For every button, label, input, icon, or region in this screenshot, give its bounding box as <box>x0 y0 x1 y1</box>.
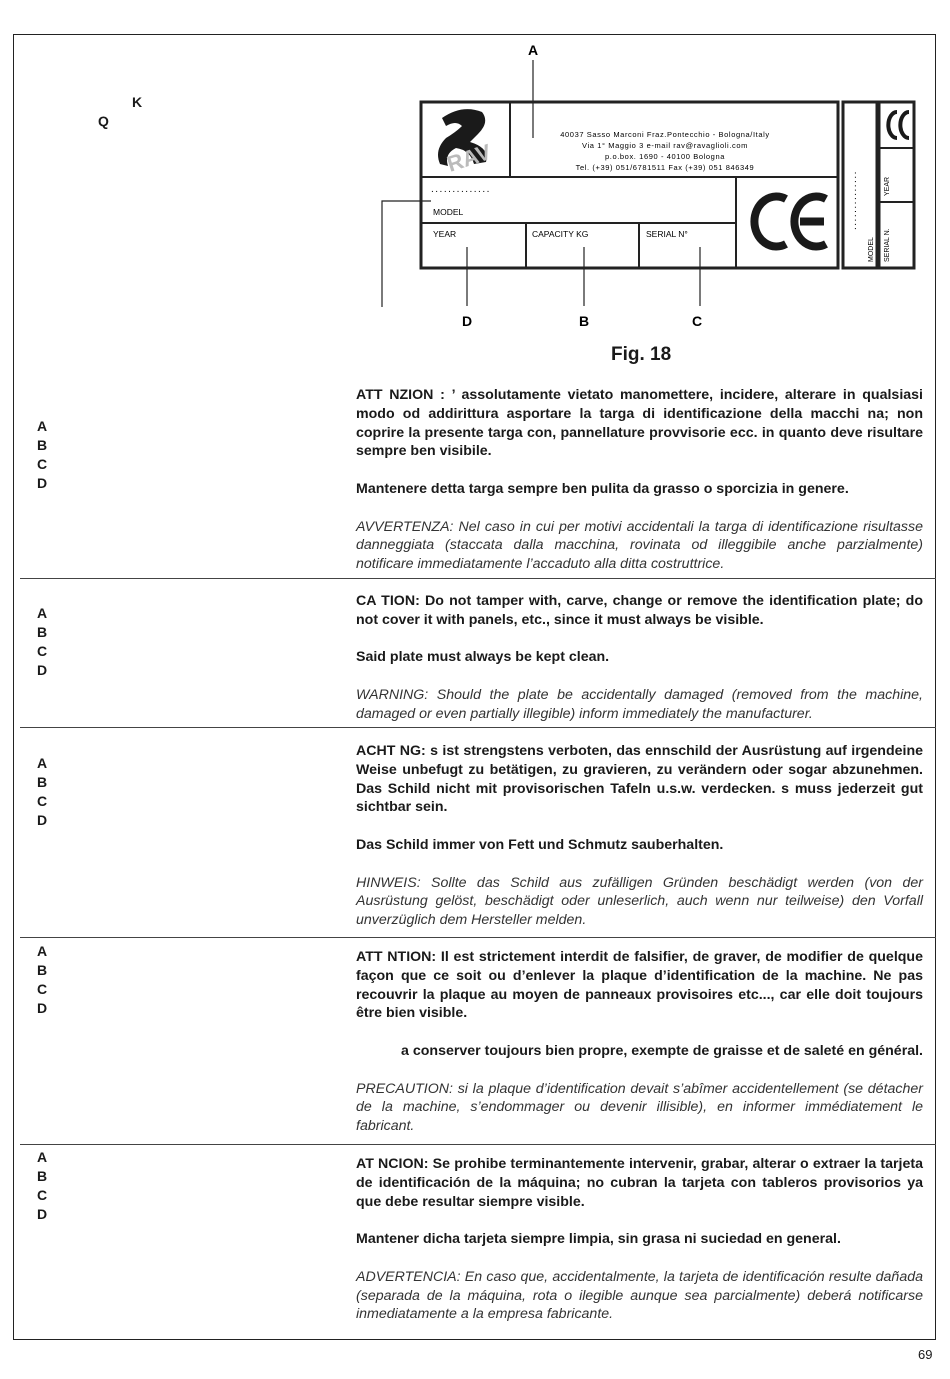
side-model-dots: .............. <box>848 170 859 230</box>
section-es-caution: AT NCION: Se prohibe terminantemente intervenir, grabar, alterar o extraer la tarjeta de identificación de la máquina; no cubran la tarjeta con tableros provisorios ya que debe resultar siempre visible. <box>356 1156 923 1210</box>
page-number: 69 <box>918 1347 933 1362</box>
section-es-text <box>356 1155 923 1324</box>
section-en-caution: CA TION: Do not tamper with, carve, change or remove the identification plate; do not cover it with panels, etc., since it must always be visible. <box>356 593 923 628</box>
section-es-clean: Mantener dicha tarjeta siempre limpia, sin grasa ni suciedad en general. <box>356 1231 841 1248</box>
section-divider <box>20 1144 936 1145</box>
side-serial-label: SERIAL N. <box>884 228 891 262</box>
section-de-text <box>356 742 923 930</box>
rav-logo-icon <box>438 109 494 177</box>
callout-c: C <box>691 313 703 329</box>
figure-title: Fig. 18 <box>611 344 672 365</box>
plate-model-label: MODEL <box>433 207 464 217</box>
section-fr-text <box>356 948 923 1136</box>
section-divider <box>20 578 936 579</box>
section-it-clean: Mantenere detta targa sempre ben pulita da grasso o sporcizia in genere. <box>356 480 849 497</box>
plate-capacity-label: CAPACITY KG <box>532 229 589 239</box>
logo-text: RAV <box>443 139 495 177</box>
side-model-label: MODEL <box>868 237 875 262</box>
section-it-letters: A B C D <box>37 418 48 491</box>
section-de-letters: A B C D <box>37 755 48 828</box>
section-fr-warning: PRECAUTION: si la plaque d’identification devait s’abîmer accidentellement (se détacher de la machine, s’endommager ou devenir illisible), en informer immédiatement le fabricant. <box>356 1080 923 1135</box>
section-divider <box>20 937 936 938</box>
plate-serial-label: SERIAL N° <box>646 229 688 239</box>
section-de-warning: HINWEIS: Sollte das Schild aus zufälligen Gründen beschädigt werden (von der Ausrüstung gelöst, beschädigt oder unleserlich, auch wenn nur teilweise) den Vorfall unverzüglich dem Hersteller melden. <box>356 874 923 929</box>
side-ce-mark-icon <box>888 112 909 138</box>
plate-address-4: Tel. (+39) 051/6781511 Fax (+39) 051 846349 <box>575 163 755 172</box>
plate-address-3: p.o.box. 1690 - 40100 Bologna <box>605 152 725 161</box>
section-en-clean: Said plate must always be kept clean. <box>356 649 610 666</box>
section-en-letters: A B C D <box>37 605 48 678</box>
section-divider <box>20 727 936 728</box>
corner-letter-k: K <box>132 94 143 110</box>
corner-letter-q: Q <box>98 113 109 129</box>
section-de-clean: Das Schild immer von Fett und Schmutz sauberhalten. <box>356 836 724 853</box>
plate-address-2: Via 1° Maggio 3 e-mail rav@ravaglioli.com <box>582 141 748 150</box>
section-es-letters: A B C D <box>37 1149 48 1222</box>
plate-address-1: 40037 Sasso Marconi Fraz.Pontecchio - Bologna/Italy <box>560 130 770 139</box>
callout-d: D <box>461 313 473 329</box>
plate-model-dots: .............. <box>431 184 491 195</box>
side-year-label: YEAR <box>884 176 891 196</box>
section-it-warning: AVVERTENZA: Nel caso in cui per motivi accidentali la targa di identificazione risultasse danneggiata (staccata dalla macchina, rovinata od illeggibile anche parzialmente) notificare immediatamente l’accaduto alla ditta costruttrice. <box>356 518 923 573</box>
section-fr-letters: A B C D <box>37 943 48 1016</box>
section-fr-clean: a conserver toujours bien propre, exempte de graisse et de saleté en général. <box>401 1042 923 1059</box>
section-it-caution: ATT NZION : ’ assolutamente vietato manomettere, incidere, alterare in qualsiasi modo od addirittura asportare la targa di identificazione della macchi na; non coprire la presente targa con, pannellature provvisorie ecc. in quanto deve risultare sempre ben visibile. <box>356 387 923 460</box>
callout-b: B <box>578 313 590 329</box>
section-en-text <box>356 592 923 724</box>
section-it-text <box>356 386 923 574</box>
section-es-warning: ADVERTENCIA: En caso que, accidentalmente, la tarjeta de identificación resulte dañada (separada de la máquina, rota o ilegible aunque sea parcialmente) deberá notificarse inmediatamente a la empresa fabricante. <box>356 1268 923 1323</box>
ce-mark-icon <box>754 197 826 247</box>
section-en-warning: WARNING: Should the plate be accidentally damaged (removed from the machine, damaged or even partially illegible) inform immediately the manufacturer. <box>356 686 923 722</box>
plate-year-label: YEAR <box>433 229 457 239</box>
section-de-caution: ACHT NG: s ist strengstens verboten, das ennschild der Ausrüstung auf irgendeine Weise unbefugt zu betätigen, zu gravieren, zu verändern oder sogar abzunehmen. Das Schild nicht mit provisorischen Tafeln u.s.w. verdecken. s muss jederzeit gut sichtbar sein. <box>356 743 923 816</box>
section-fr-caution: ATT NTION: Il est strictement interdit de falsifier, de graver, de modifier de quelque façon que ce soit ou d’enlever la plaque d’identification de la machine. Ne pas recouvrir la plaque au moyen de panneaux provisoires etc..., car elle doit toujours être bien visible. <box>356 949 923 1022</box>
callout-a: A <box>527 42 539 58</box>
identification-plate-figure <box>0 0 950 340</box>
